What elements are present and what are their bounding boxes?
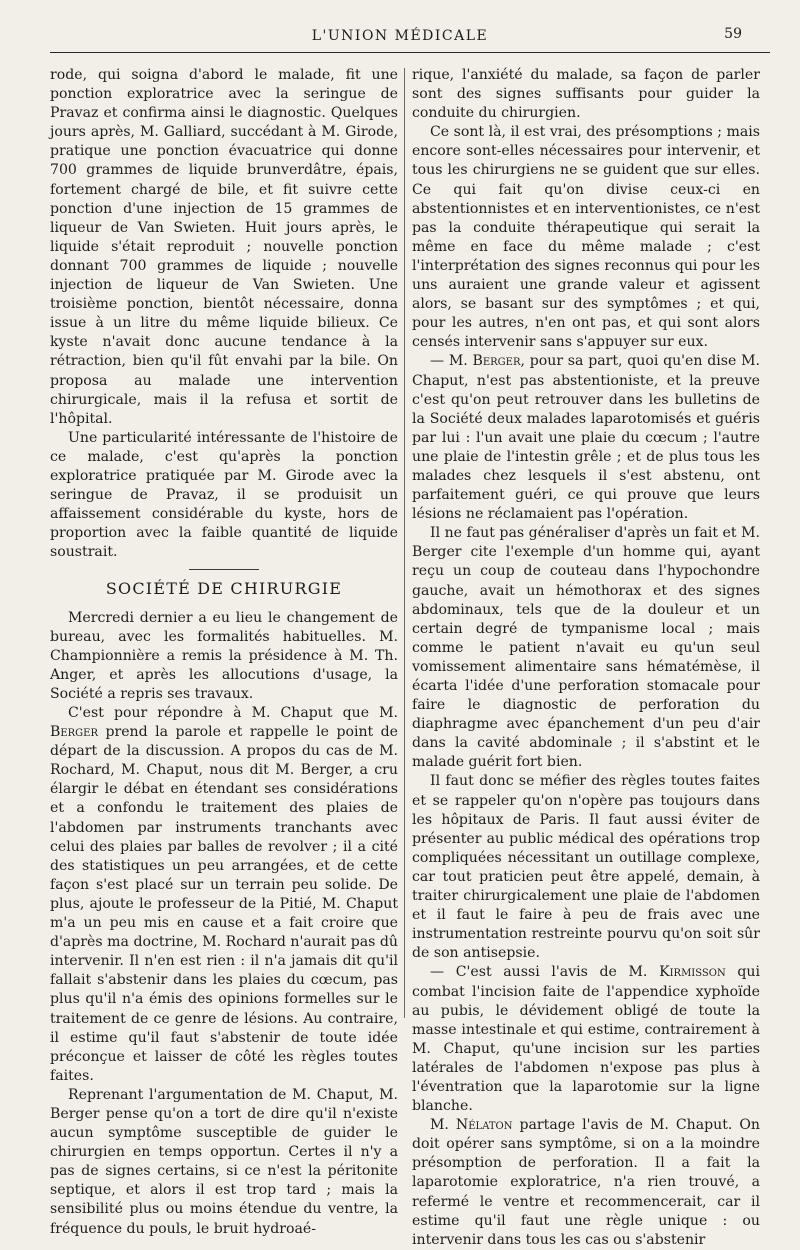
paragraph [412,963,760,1116]
author-name: Kirmisson [659,964,726,981]
left-column [50,66,398,1237]
paragraph: Une particularité intéressante de l'histoire de ce malade, c'est qu'après la ponction exploratrice pratiquée par M. Girode avec la seringue de Pravaz, il se produisit un affaissement considérable du kyste, hors de proportion avec la faible quantité de liquide soustrait. [50,429,398,561]
text-run: qui combat l'incision faite de l'appendice xyphoïde au pubis, le dévidement obligé de toute la masse intestinale et qui estime, contrairement à M. Chaput, qu'une incision sur les parties latérales de l'abdomen n'expose pas plus à l'éventration que la laparotomie sur la ligne blanche. [412,964,760,1115]
section-title: SOCIÉTÉ DE CHIRURGIE [105,579,343,599]
text-run: — M. [430,353,473,370]
page-number: 59 [724,26,742,42]
paragraph [50,704,398,1086]
author-name: Berger [50,724,99,741]
text-run: prend la parole et rappelle le point de départ de la discussion. A propos du cas de M. Rochard, M. Chaput, nous dit M. Berger, a cru élargir le débat en étendant ses considérations et a confondu le traitement des plaies de l'abdomen par instruments tranchants avec celui des plaies par balles de revolver ; il a cité des statistiques un peu arrangées, et de cette façon s'est placé sur un terrain peu solide. De plus, ajoute le professeur de la Pitié, M. Chaput m'a un peu mis en cause et a fait croire que d'après ma doctrine, M. Rochard n'aurait pas dû intervenir. Il n'en est rien : il n'a jamais dit qu'il fallait s'abstenir dans les plaies du cœcum, pas plus qu'il n'a émis des opinions formelles sur le traitement de ce genre de lésions. Au contraire, il estime qu'il faut s'abstenir de toute idée préconçue et laisser de côté les règles toutes faites. [50,724,398,1084]
text-run: partage l'avis de M. Chaput. On doit opérer sans symptôme, si on a la moindre présomption de perforation. Il a fait la laparotomie exploratrice, n'a rien trouvé, a refermé le ventre et recommencerait, car il estime qu'il faut une règle unique : ou intervenir dans tous les cas ou s'abstenir [412,1117,760,1248]
paragraph: Il faut donc se méfier des règles toutes faites et se rappeler qu'on n'opère pas toujours dans les hôpitaux de Paris. Il faut aussi éviter de présenter au public médical des opérations trop compliquées nécessitant un outillage complexe, car tout praticien peut être appelé, demain, à traiter chirurgicalement une plaie de l'abdomen et il faut le faire à peu de frais avec une instrumentation restreinte pourvu qu'on soit sûr de son antisepsie. [412,773,760,962]
column-divider [404,68,405,1018]
page-header [0,22,800,44]
running-title: L'UNION MÉDICALE [311,28,489,44]
paragraph [412,1116,760,1250]
author-name: Nélaton [455,1117,513,1134]
paragraph: Il ne faut pas généraliser d'après un fait et M. Berger cite l'exemple d'un homme qui, ayant reçu un coup de couteau dans l'hypochondre gauche, avait un hémothorax et des signes abdominaux, tels que de la douleur et un certain degré de tympanisme local ; mais comme le patient n'avait eu qu'un seul vomissement alimentaire sans hématémèse, il écarta l'idée d'une perforation stomacale pour faire le diagnostic de perforation du diaphragme avec épanchement d'un peu d'air dans la cavité abdominale ; il s'abstint et le malade guérit fort bien. [412,525,760,771]
paragraph: rode, qui soigna d'abord le malade, fit une ponction exploratrice avec la seringue de Pravaz et confirma ainsi le diagnostic. Quelques jours après, M. Galliard, succédant à M. Girode, pratique une ponction évacuatrice qui donne 700 grammes de liquide brunverdâtre, épais, fortement chargé de bile, et fit suivre cette ponction d'une injection de 15 grammes de liqueur de Van Swieten. Huit jours après, le liquide s'était reproduit ; nouvelle ponction donnant 700 grammes de liquide ; nouvelle injection de liqueur de Van Swieten. Une troisième ponction, bientôt nécessaire, donna issue à un litre du même liquide bilieux. Ce kyste n'avait donc aucune tendance à la rétraction, bien qu'il fût envahi par la bile. On proposa au malade une intervention chirurgicale, mais il la refusa et sortit de l'hôpital. [50,67,398,427]
text-run: M. [430,1117,456,1134]
paragraph [412,352,760,524]
paragraph: rique, l'anxiété du malade, sa façon de parler sont des signes suffisants pour guider la conduite du chirurgien. [412,67,760,122]
author-name: Berger [472,353,521,370]
text-run: C'est pour répondre à M. Chaput que M. [68,705,398,721]
text-run: , pour sa part, quoi qu'en dise M. Chaput, n'est pas abstentioniste, et la preuve c'est qu'on peut retrouver dans les bulletins de la Société deux malades laparotomisés et guéris par lui : l'un avait une plaie du cœcum ; l'autre une plaie de l'intestin grêle ; et de plus tous les malades chez lesquels il s'est abstenu, ont parfaitement guéri, ce qui prouve que leurs lésions ne réclamaient pas l'opération. [412,353,760,523]
header-rule [50,52,770,53]
text-run: — C'est aussi l'avis de M. [430,964,660,981]
paragraph: Mercredi dernier a eu lieu le changement de bureau, avec les formalités habituelles. M. Championnière a remis la présidence à M. Th. Anger, et après les allocutions d'usage, la Société a repris ses travaux. [50,609,398,702]
right-column [412,66,760,1248]
section-separator [189,569,259,570]
paragraph: Reprenant l'argumentation de M. Chaput, M. Berger pense qu'on a tort de dire qu'il n'existe aucun symptôme susceptible de guider le chirurgien en temps opportun. Certes il n'y a pas de signes certains, si ce n'est la péritonite septique, et alors il est trop tard ; mais la sensibilité plus ou moins étendue du ventre, la fréquence du pouls, le bruit hydroaé- [50,1086,398,1237]
paragraph: Ce sont là, il est vrai, des présomptions ; mais encore sont-elles nécessaires pour intervenir, et tous les chirurgiens ne se guident que sur elles. Ce qui fait qu'on divise ceux-ci en abstentionnistes et en interventionistes, ce n'est pas la conduite thérapeutique qui serait la même en face du même malade ; c'est l'interprétation des signes reconnus qui pour les uns auraient une grande valeur et agissent alors, se basant sur des symptômes ; et qui, pour les autres, n'en ont pas, et qui sont alors censés intervenir sans s'appuyer sur eux. [412,124,760,351]
